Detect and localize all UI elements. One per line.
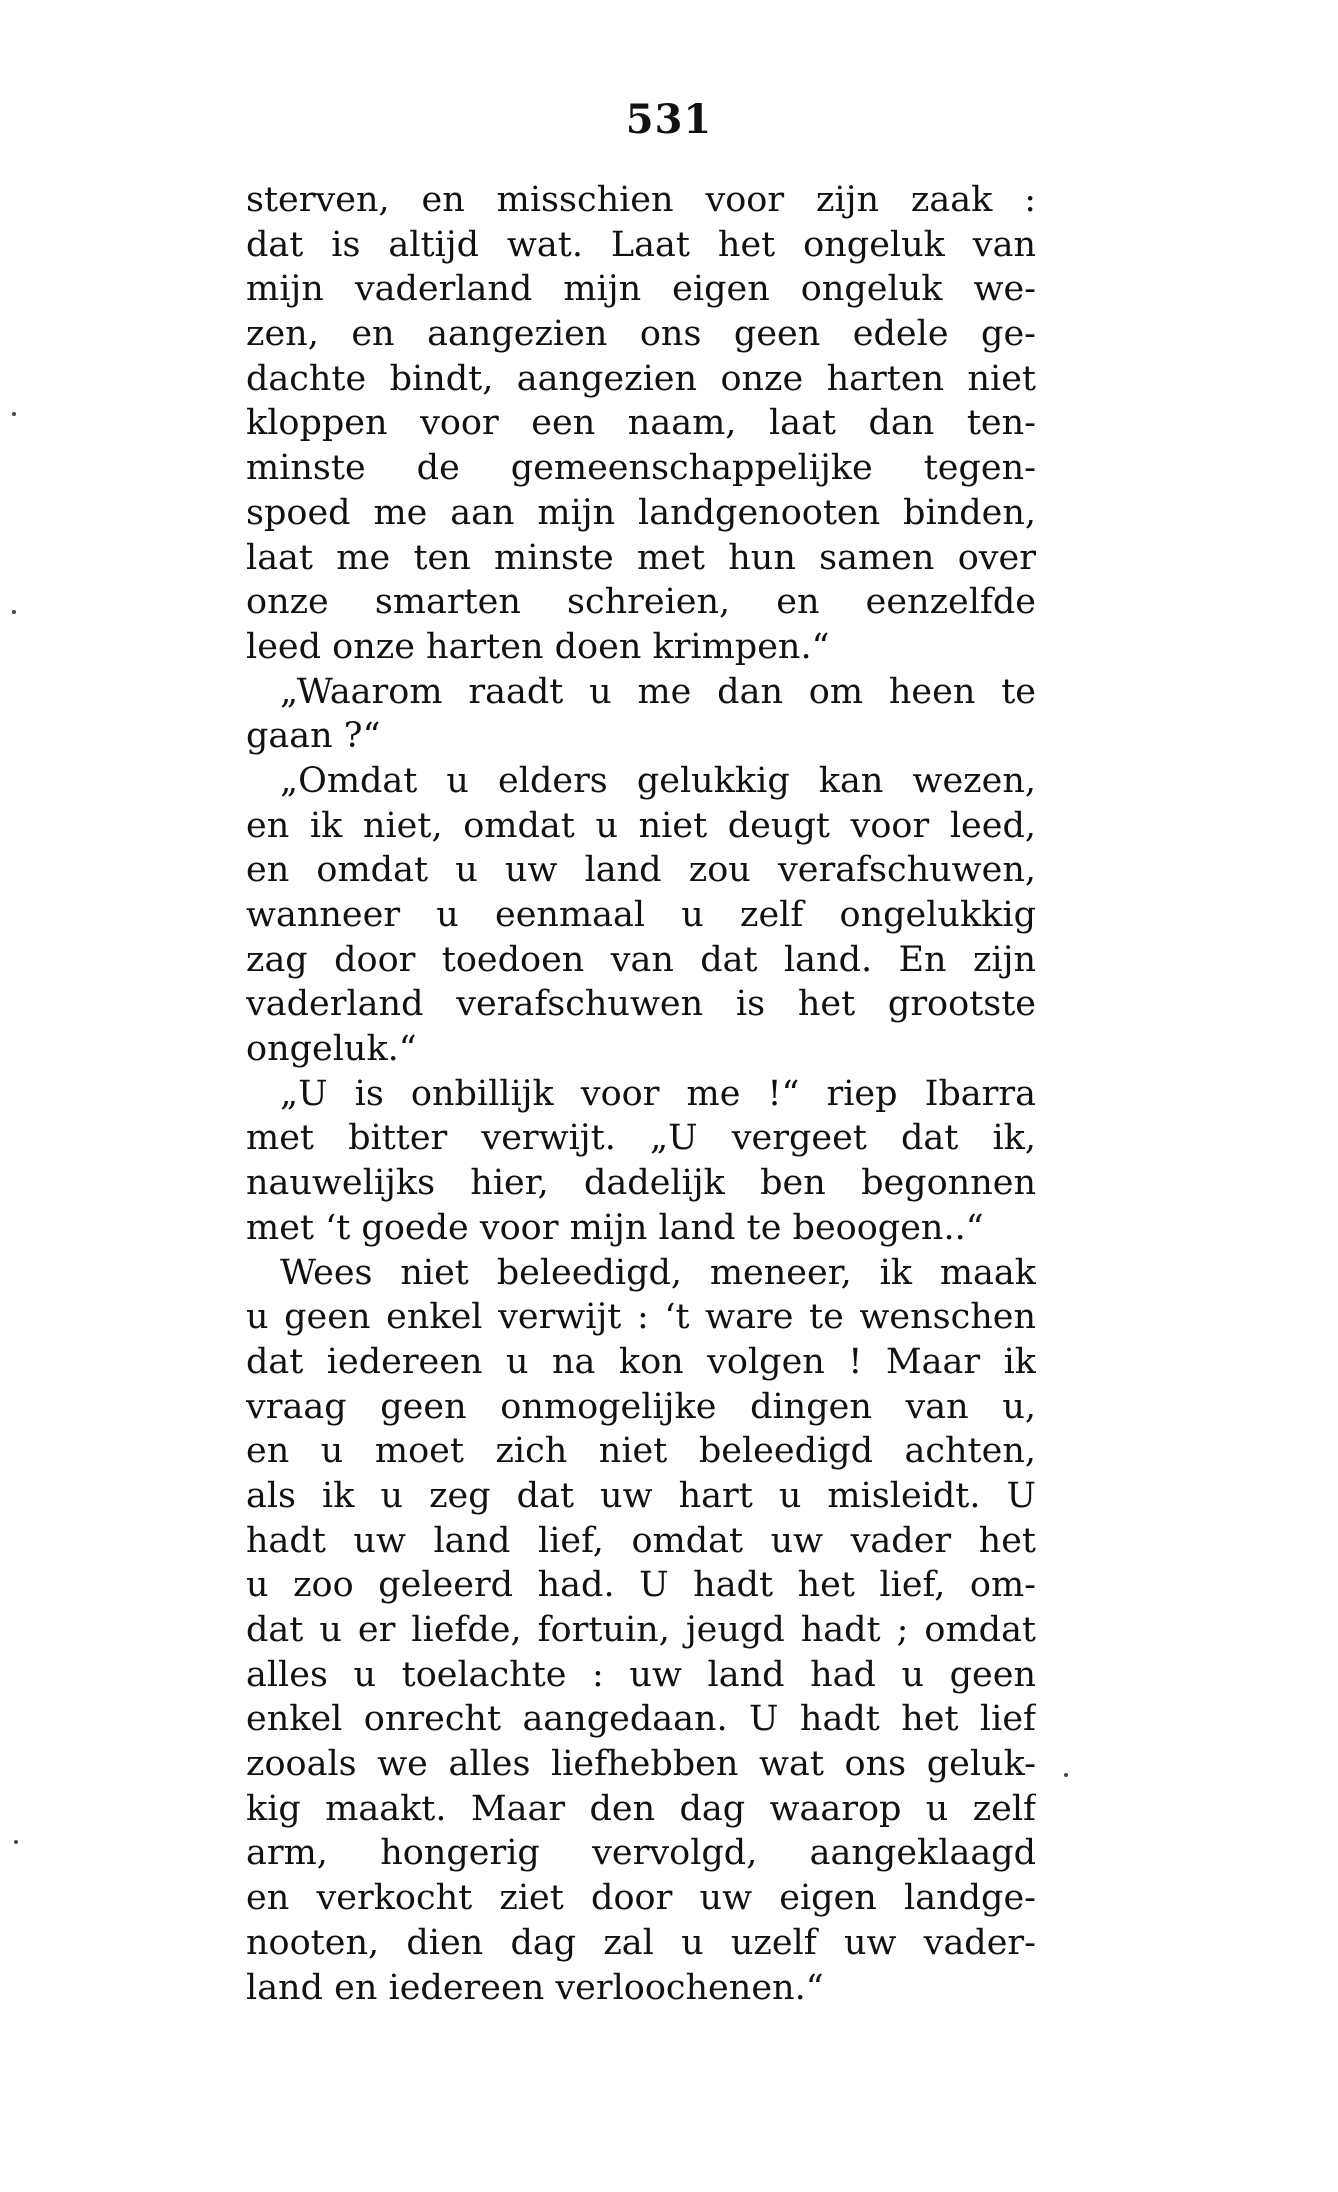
scan-speck	[14, 1840, 18, 1844]
text-line: zen, en aangezien ons geen edele ge-	[246, 314, 1036, 355]
text-line: en ik niet, omdat u niet deugt voor leed,	[246, 805, 1036, 846]
text-line: alles u toelachte : uw land had u geen	[246, 1654, 1036, 1695]
text-line: „Omdat u elders gelukkig kan wezen,	[280, 760, 1036, 801]
text-line: minste de gemeenschappelijke tegen-	[246, 448, 1036, 489]
text-line: dat iedereen u na kon volgen ! Maar ik	[246, 1341, 1036, 1382]
text-line: sterven, en misschien voor zijn zaak :	[246, 180, 1036, 220]
scan-speck	[12, 610, 16, 614]
scan-speck	[12, 412, 16, 416]
text-line: dat u er liefde, fortuin, jeugd hadt ; omdat	[246, 1610, 1036, 1650]
text-line: nooten, dien dag zal u uzelf uw vader-	[246, 1922, 1036, 1963]
text-line: en omdat u uw land zou verafschuwen,	[246, 850, 1036, 891]
text-line: vraag geen onmogelijke dingen van u,	[246, 1386, 1036, 1427]
text-line: kloppen voor een naam, laat dan ten-	[246, 403, 1036, 444]
text-line: zag door toedoen van dat land. En zijn	[246, 939, 1036, 980]
text-line: met ‘t goede voor mijn land te beoogen..“	[246, 1207, 984, 1248]
text-line: land en iedereen verloochenen.“	[246, 1967, 824, 2008]
text-line: en u moet zich niet beleedigd achten,	[246, 1431, 1036, 1472]
text-line: dat is altijd wat. Laat het ongeluk van	[246, 224, 1036, 265]
text-line: u geen enkel verwijt : ‘t ware te wenschen	[246, 1297, 1036, 1338]
text-line: mijn vaderland mijn eigen ongeluk we-	[246, 269, 1036, 310]
text-line: nauwelijks hier, dadelijk ben begonnen	[246, 1163, 1036, 1204]
text-line: vaderland verafschuwen is het grootste	[246, 984, 1036, 1025]
text-line: „U is onbillijk voor me !“ riep Ibarra	[280, 1073, 1036, 1114]
text-line: u zoo geleerd had. U hadt het lief, om-	[246, 1565, 1036, 1606]
scan-speck	[1064, 1773, 1068, 1777]
text-line: Wees niet beleedigd, meneer, ik maak	[280, 1252, 1036, 1293]
text-line: dachte bindt, aangezien onze harten niet	[246, 358, 1036, 399]
text-line: gaan ?“	[246, 716, 381, 757]
text-line: en verkocht ziet door uw eigen landge-	[246, 1878, 1036, 1919]
text-line: hadt uw land lief, omdat uw vader het	[246, 1520, 1036, 1561]
text-line: enkel onrecht aangedaan. U hadt het lief	[246, 1699, 1036, 1740]
text-line: kig maakt. Maar den dag waarop u zelf	[246, 1788, 1036, 1829]
text-line: ongeluk.“	[246, 1029, 417, 1070]
text-line: „Waarom raadt u me dan om heen te	[280, 671, 1036, 712]
text-line: onze smarten schreien, en eenzelfde	[246, 582, 1036, 623]
text-line: met bitter verwijt. „U vergeet dat ik,	[246, 1118, 1036, 1159]
text-line: wanneer u eenmaal u zelf ongelukkig	[246, 895, 1036, 935]
text-line: zooals we alles liefhebben wat ons geluk-	[246, 1744, 1036, 1785]
body-text	[246, 178, 1036, 2010]
text-line: als ik u zeg dat uw hart u misleidt. U	[246, 1475, 1036, 1516]
text-line: arm, hongerig vervolgd, aangeklaagd	[246, 1833, 1036, 1874]
text-line: leed onze harten doen krimpen.“	[246, 626, 830, 667]
page-number: 531	[625, 96, 713, 143]
text-line: spoed me aan mijn landgenooten binden,	[246, 492, 1036, 533]
text-line: laat me ten minste met hun samen over	[246, 537, 1036, 578]
